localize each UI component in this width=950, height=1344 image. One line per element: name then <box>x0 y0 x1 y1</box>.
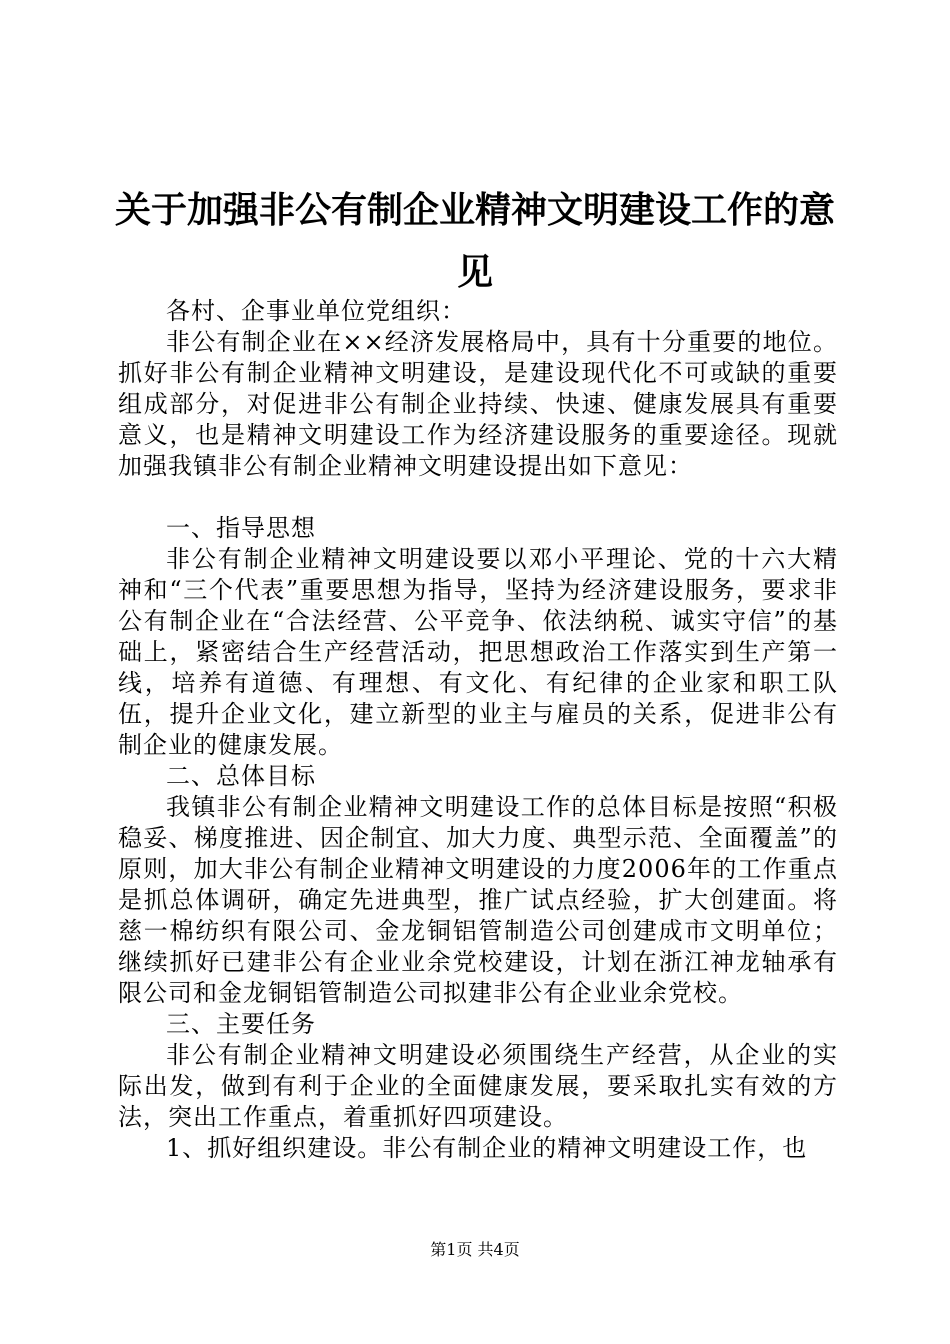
page-footer: 第1页 共4页 <box>430 1240 520 1259</box>
section-heading-1: 一、指导思想 <box>166 514 316 542</box>
title-line-1: 关于加强非公有制企业精神文明建设工作的意 <box>114 190 835 231</box>
section-1-paragraph: 非公有制企业精神文明建设要以邓小平理论、党的十六大精神和“三个代表”重要思想为指导，坚持为经济建设服务，要求非公有制企业在“合法经营、公平竞争、依法纳税、诚实守信”的基础上，紧密结合生产经营活动，把思想政治工作落实到生产第一线，培养有道德、有理想、有文化、有纪律的企业家和职工队伍，提升企业文化，建立新型的业主与雇员的关系，促进非公有制企业的健康发展。 <box>118 545 838 759</box>
section-2-paragraph: 我镇非公有制企业精神文明建设工作的总体目标是按照“积极稳妥、梯度推进、因企制宜、加大力度、典型示范、全面覆盖”的原则，加大非公有制企业精神文明建设的力度2006年的工作重点是抓总体调研，确定先进典型，推广试点经验，扩大创建面。将慈一棉纺织有限公司、金龙铜铝管制造公司创建成市文明单位；继续抓好已建非公有企业业余党校建设，计划在浙江神龙轴承有限公司和金龙铜铝管制造公司拟建非公有企业业余党校。 <box>118 793 838 1007</box>
salutation: 各村、企事业单位党组织： <box>166 297 466 325</box>
section-3-paragraph: 非公有制企业精神文明建设必须围绕生产经营，从企业的实际出发，做到有利于企业的全面健康发展，要采取扎实有效的方法，突出工作重点，着重抓好四项建设。 <box>118 1041 838 1131</box>
title-line-2: 见 <box>456 252 493 293</box>
document-body <box>118 296 838 1164</box>
intro-paragraph: 非公有制企业在××经济发展格局中，具有十分重要的地位。抓好非公有制企业精神文明建设，是建设现代化不可或缺的重要组成部分，对促进非公有制企业持续、快速、健康发展具有重要意义，也是精神文明建设工作为经济建设服务的重要途径。现就加强我镇非公有制企业精神文明建设提出如下意见： <box>118 328 838 480</box>
section-heading-3: 三、主要任务 <box>166 1010 316 1038</box>
task-item-1: 1、抓好组织建设。非公有制企业的精神文明建设工作，也 <box>166 1134 808 1162</box>
document-title <box>110 180 840 304</box>
section-heading-2: 二、总体目标 <box>166 762 316 790</box>
